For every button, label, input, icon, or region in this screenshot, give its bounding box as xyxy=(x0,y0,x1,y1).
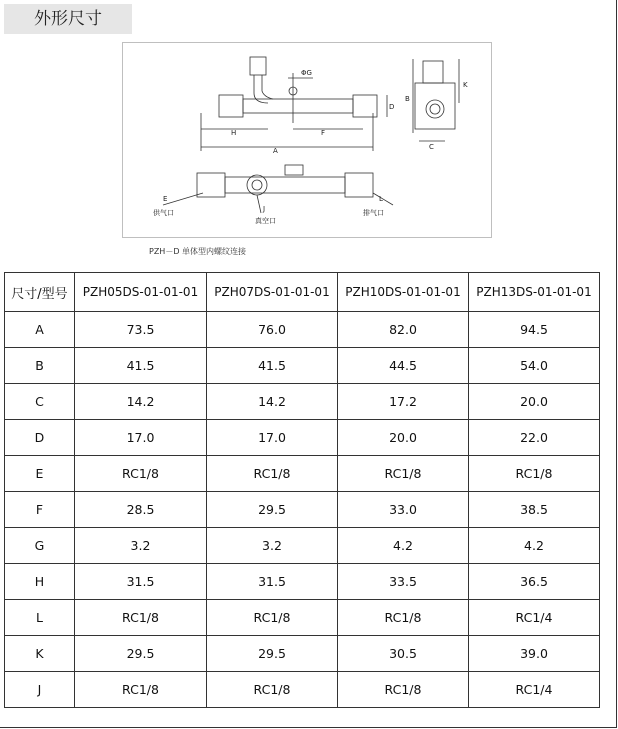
value-cell: 17.0 xyxy=(75,420,207,456)
label-exhaust-port: 排气口 xyxy=(363,209,384,217)
value-cell: RC1/8 xyxy=(338,600,469,636)
row-label-cell: G xyxy=(5,528,75,564)
label-j: J xyxy=(263,205,266,213)
header-label-cell: 尺寸/型号 xyxy=(5,273,75,312)
value-cell: 73.5 xyxy=(75,312,207,348)
header-model-cell: PZH10DS-01-01-01 xyxy=(338,273,469,312)
value-cell: 76.0 xyxy=(207,312,338,348)
side-body xyxy=(415,83,455,129)
header-model-cell: PZH05DS-01-01-01 xyxy=(75,273,207,312)
label-h: H xyxy=(231,129,237,137)
value-cell: 31.5 xyxy=(207,564,338,600)
value-cell: 14.2 xyxy=(207,384,338,420)
value-cell: 17.0 xyxy=(207,420,338,456)
section-title: 外形尺寸 xyxy=(4,4,132,34)
label-phi-g: ΦG xyxy=(301,69,312,77)
value-cell: 3.2 xyxy=(207,528,338,564)
label-supply-port: 供气口 xyxy=(153,209,174,217)
value-cell: 14.2 xyxy=(75,384,207,420)
value-cell: RC1/8 xyxy=(207,456,338,492)
body-vertical-port xyxy=(250,57,266,75)
label-b: B xyxy=(405,95,410,103)
value-cell: 38.5 xyxy=(469,492,600,528)
row-label-cell: A xyxy=(5,312,75,348)
value-cell: 94.5 xyxy=(469,312,600,348)
value-cell: 54.0 xyxy=(469,348,600,384)
bottom-right-port xyxy=(345,173,373,197)
value-cell: 33.0 xyxy=(338,492,469,528)
value-cell: 33.5 xyxy=(338,564,469,600)
value-cell: 28.5 xyxy=(75,492,207,528)
header-model-cell: PZH13DS-01-01-01 xyxy=(469,273,600,312)
row-label-cell: D xyxy=(5,420,75,456)
value-cell: 29.5 xyxy=(75,636,207,672)
table-row xyxy=(5,672,600,708)
value-cell: 41.5 xyxy=(207,348,338,384)
table-row xyxy=(5,528,600,564)
drawing-svg xyxy=(123,43,493,239)
body-left-port xyxy=(219,95,243,117)
header-model-cell: PZH07DS-01-01-01 xyxy=(207,273,338,312)
label-f: F xyxy=(321,129,326,137)
table-row xyxy=(5,348,600,384)
value-cell: 29.5 xyxy=(207,636,338,672)
label-d: D xyxy=(389,103,395,111)
value-cell: 82.0 xyxy=(338,312,469,348)
value-cell: RC1/8 xyxy=(207,600,338,636)
table-row xyxy=(5,456,600,492)
bottom-top-nub xyxy=(285,165,303,175)
side-top-block xyxy=(423,61,443,83)
row-label-cell: K xyxy=(5,636,75,672)
value-cell: 22.0 xyxy=(469,420,600,456)
row-label-cell: E xyxy=(5,456,75,492)
row-label-cell: L xyxy=(5,600,75,636)
value-cell: 20.0 xyxy=(469,384,600,420)
value-cell: 4.2 xyxy=(338,528,469,564)
value-cell: 30.5 xyxy=(338,636,469,672)
value-cell: 44.5 xyxy=(338,348,469,384)
value-cell: RC1/8 xyxy=(207,672,338,708)
value-cell: RC1/8 xyxy=(75,600,207,636)
vacuum-port-circle xyxy=(247,175,267,195)
dimension-drawing xyxy=(122,42,492,238)
row-label-cell: F xyxy=(5,492,75,528)
value-cell: 31.5 xyxy=(75,564,207,600)
value-cell: 39.0 xyxy=(469,636,600,672)
table-row xyxy=(5,312,600,348)
label-e: E xyxy=(163,195,168,203)
value-cell: 17.2 xyxy=(338,384,469,420)
label-c: C xyxy=(429,143,434,151)
bottom-body xyxy=(225,177,345,193)
value-cell: RC1/8 xyxy=(469,456,600,492)
table-row xyxy=(5,564,600,600)
table-row xyxy=(5,600,600,636)
value-cell: 20.0 xyxy=(338,420,469,456)
label-k: K xyxy=(463,81,468,89)
value-cell: RC1/4 xyxy=(469,600,600,636)
value-cell: RC1/8 xyxy=(338,456,469,492)
table-row xyxy=(5,384,600,420)
row-label-cell: J xyxy=(5,672,75,708)
label-a: A xyxy=(273,147,278,155)
row-label-cell: B xyxy=(5,348,75,384)
value-cell: RC1/8 xyxy=(338,672,469,708)
side-port xyxy=(426,100,444,118)
value-cell: 29.5 xyxy=(207,492,338,528)
table-row xyxy=(5,636,600,672)
label-vacuum-port: 真空口 xyxy=(255,217,276,225)
figure-caption: PZH－D 单体型内螺纹连接 xyxy=(149,247,247,256)
value-cell: 3.2 xyxy=(75,528,207,564)
table-row xyxy=(5,420,600,456)
value-cell: 4.2 xyxy=(469,528,600,564)
row-label-cell: H xyxy=(5,564,75,600)
value-cell: RC1/8 xyxy=(75,672,207,708)
table-header-row xyxy=(5,273,600,312)
value-cell: 36.5 xyxy=(469,564,600,600)
body-main xyxy=(243,99,353,113)
value-cell: 41.5 xyxy=(75,348,207,384)
value-cell: RC1/4 xyxy=(469,672,600,708)
label-l: L xyxy=(379,195,383,203)
dimension-table xyxy=(4,272,600,708)
row-label-cell: C xyxy=(5,384,75,420)
value-cell: RC1/8 xyxy=(75,456,207,492)
table-row xyxy=(5,492,600,528)
